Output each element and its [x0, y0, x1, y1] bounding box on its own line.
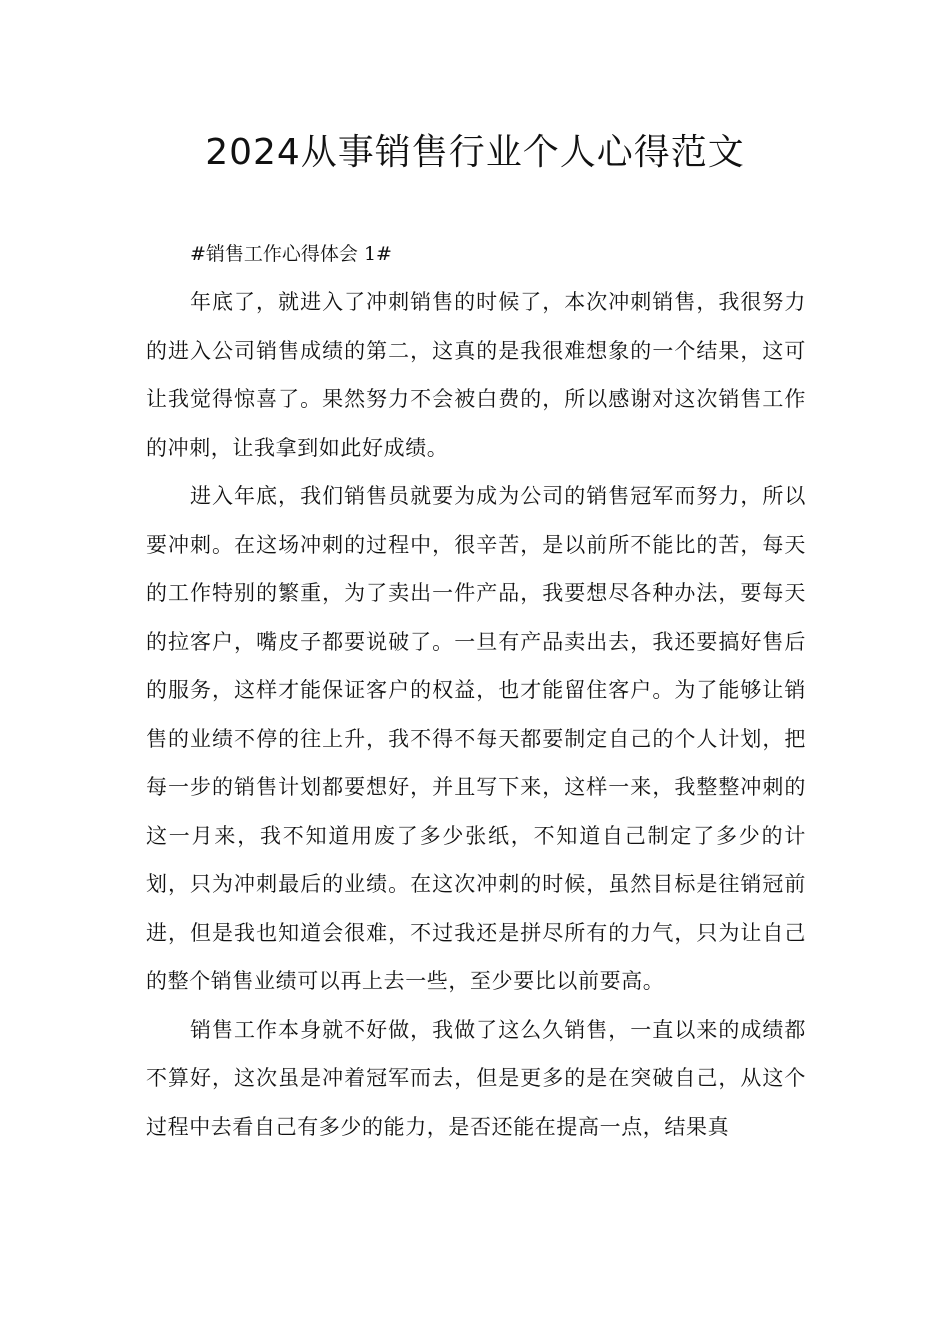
paragraph-3: 销售工作本身就不好做，我做了这么久销售，一直以来的成绩都不算好，这次虽是冲着冠军而去，但是更多的是在突破自己，从这个过程中去看自己有多少的能力，是否还能在提高一点，结果真 [146, 1017, 806, 1139]
section-heading: #销售工作心得体会 1# [190, 243, 392, 265]
paragraph-1: 年底了，就进入了冲刺销售的时候了，本次冲刺销售，我很努力的进入公司销售成绩的第二，这真的是我很难想象的一个结果，这可让我觉得惊喜了。果然努力不会被白费的，所以感谢对这次销售工作的冲刺，让我拿到如此好成绩。 [146, 290, 806, 460]
document-body [146, 230, 806, 1151]
document-title: 2024从事销售行业个人心得范文 [205, 132, 745, 173]
paragraph-2: 进入年底，我们销售员就要为成为公司的销售冠军而努力，所以要冲刺。在这场冲刺的过程中，很辛苦，是以前所不能比的苦，每天的工作特别的繁重，为了卖出一件产品，我要想尽各种办法，要每天的拉客户，嘴皮子都要说破了。一旦有产品卖出去，我还要搞好售后的服务，这样才能保证客户的权益，也才能留住客户。为了能够让销售的业绩不停的往上升，我不得不每天都要制定自己的个人计划，把每一步的销售计划都要想好，并且写下来，这样一来，我整整冲刺的这一月来，我不知道用废了多少张纸，不知道自己制定了多少的计划，只为冲刺最后的业绩。在这次冲刺的时候，虽然目标是往销冠前进，但是我也知道会很难，不过我还是拼尽所有的力气，只为让自己的整个销售业绩可以再上去一些，至少要比以前要高。 [146, 484, 806, 993]
